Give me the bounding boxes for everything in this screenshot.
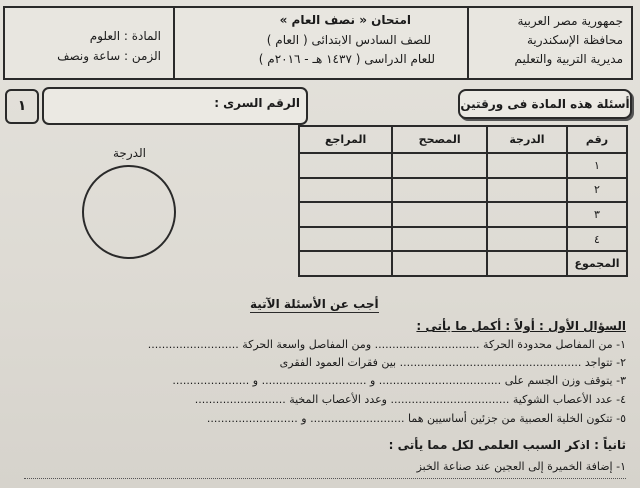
total-label: المجموع [567, 251, 627, 276]
total-grade-cell[interactable] [487, 251, 567, 276]
corrector-cell[interactable] [392, 178, 487, 203]
ministry-line-2: محافظة الإسكندرية [526, 33, 623, 47]
questions-note: أسئلة هذه المادة فى ورقتين [458, 89, 632, 119]
grade-cell[interactable] [487, 153, 567, 178]
time-line: الزمن : ساعة ونصف [57, 49, 161, 63]
reviewer-cell[interactable] [299, 153, 392, 178]
corrector-cell[interactable] [392, 202, 487, 227]
reviewer-cell[interactable] [299, 178, 392, 203]
ministry-line-1: جمهورية مصر العربية [517, 14, 623, 28]
answer-blank[interactable]: ........................... [310, 412, 405, 425]
q1-line-3-and: و [252, 374, 259, 387]
answer-line[interactable] [24, 478, 626, 479]
row-number: ٤ [567, 227, 627, 252]
reviewer-cell[interactable] [299, 202, 392, 227]
question-1-part-2-title: ثانياً : اذكر السبب العلمى لكل مما يأتى : [388, 438, 626, 452]
q1-line-4-start: ٤- عدد الأعصاب الشوكية [512, 393, 626, 406]
table-row [299, 202, 627, 227]
header-divider [467, 8, 469, 78]
q2-line-1 [417, 460, 626, 473]
answer-blank[interactable]: ...................... [172, 374, 250, 387]
secret-number-label: الرقم السرى : [214, 96, 300, 110]
grades-table [298, 125, 628, 277]
grade-circle-label: الدرجة [113, 146, 146, 160]
instructions-heading: أجب عن الأسئلة الآتية [250, 297, 379, 311]
q1-line-4 [195, 393, 626, 406]
q2-line-1-text: ١- إضافة الخميرة إلى العجين عند صناعة الخبز [416, 460, 626, 473]
grade-line: للصف السادس الابتدائى ( العام ) [266, 33, 431, 47]
answer-blank[interactable]: .......................... [206, 412, 298, 425]
question-1-title: السؤال الأول : أولاً : أكمل ما يأتى : [416, 319, 626, 333]
answer-blank[interactable]: .................................. [390, 393, 510, 406]
table-row [299, 178, 627, 203]
q1-line-1 [148, 338, 626, 351]
ministry-line-3: مديرية التربية والتعليم [514, 52, 623, 66]
q1-line-3-start: ٣- يتوقف وزن الجسم على [504, 374, 626, 387]
q1-line-1-start: ١- من المفاصل محدودة الحركة [483, 338, 626, 351]
grade-circle[interactable] [82, 165, 176, 259]
q1-line-3 [172, 374, 626, 387]
table-row [299, 153, 627, 178]
total-reviewer-cell[interactable] [299, 251, 392, 276]
grade-cell[interactable] [487, 227, 567, 252]
q1-line-3-and: و [369, 374, 376, 387]
grade-cell[interactable] [487, 178, 567, 203]
col-header-grade: الدرجة [487, 126, 567, 153]
q1-line-4-end: وعدد الأعصاب المخية [289, 393, 387, 406]
reviewer-cell[interactable] [299, 227, 392, 252]
exam-title: امتحان « نصف العام » [279, 13, 411, 27]
grade-cell[interactable] [487, 202, 567, 227]
answer-blank[interactable]: .................................................... [399, 356, 582, 369]
row-number: ٢ [567, 178, 627, 203]
total-corrector-cell[interactable] [392, 251, 487, 276]
answer-blank[interactable]: .............................. [374, 338, 480, 351]
q1-line-5 [207, 412, 626, 425]
table-total-row [299, 251, 627, 276]
subject-line: المادة : العلوم [89, 29, 161, 43]
exam-header [3, 6, 633, 80]
q1-line-1-end: ومن المفاصل واسعة الحركة [242, 338, 372, 351]
corrector-cell[interactable] [392, 153, 487, 178]
answer-blank[interactable]: .............................. [261, 374, 367, 387]
year-line: للعام الدراسى ( ١٤٣٧ هـ - ٢٠١٦م ) [258, 52, 435, 66]
q1-line-2-end: بين فقرات العمود الفقرى [279, 356, 397, 369]
page-number: ١ [5, 89, 39, 124]
q1-line-5-start: ٥- تتكون الخلية العصبية من جزئين أساسيين هما [408, 412, 626, 425]
col-header-number: رقم [567, 126, 627, 153]
answer-blank[interactable]: ................................... [378, 374, 502, 387]
answer-blank[interactable]: .......................... [147, 338, 239, 351]
row-number: ٣ [567, 202, 627, 227]
q1-line-2-start: ٢- تتواجد [584, 356, 626, 369]
col-header-reviewer: المراجع [299, 126, 392, 153]
answer-blank[interactable]: .......................... [194, 393, 286, 406]
secret-number-box[interactable] [42, 87, 308, 125]
row-number: ١ [567, 153, 627, 178]
table-header-row [299, 126, 627, 153]
q1-line-2 [280, 356, 626, 369]
q1-line-5-and: و [301, 412, 307, 425]
corrector-cell[interactable] [392, 227, 487, 252]
col-header-corrector: المصحح [392, 126, 487, 153]
header-divider [173, 8, 175, 78]
table-row [299, 227, 627, 252]
